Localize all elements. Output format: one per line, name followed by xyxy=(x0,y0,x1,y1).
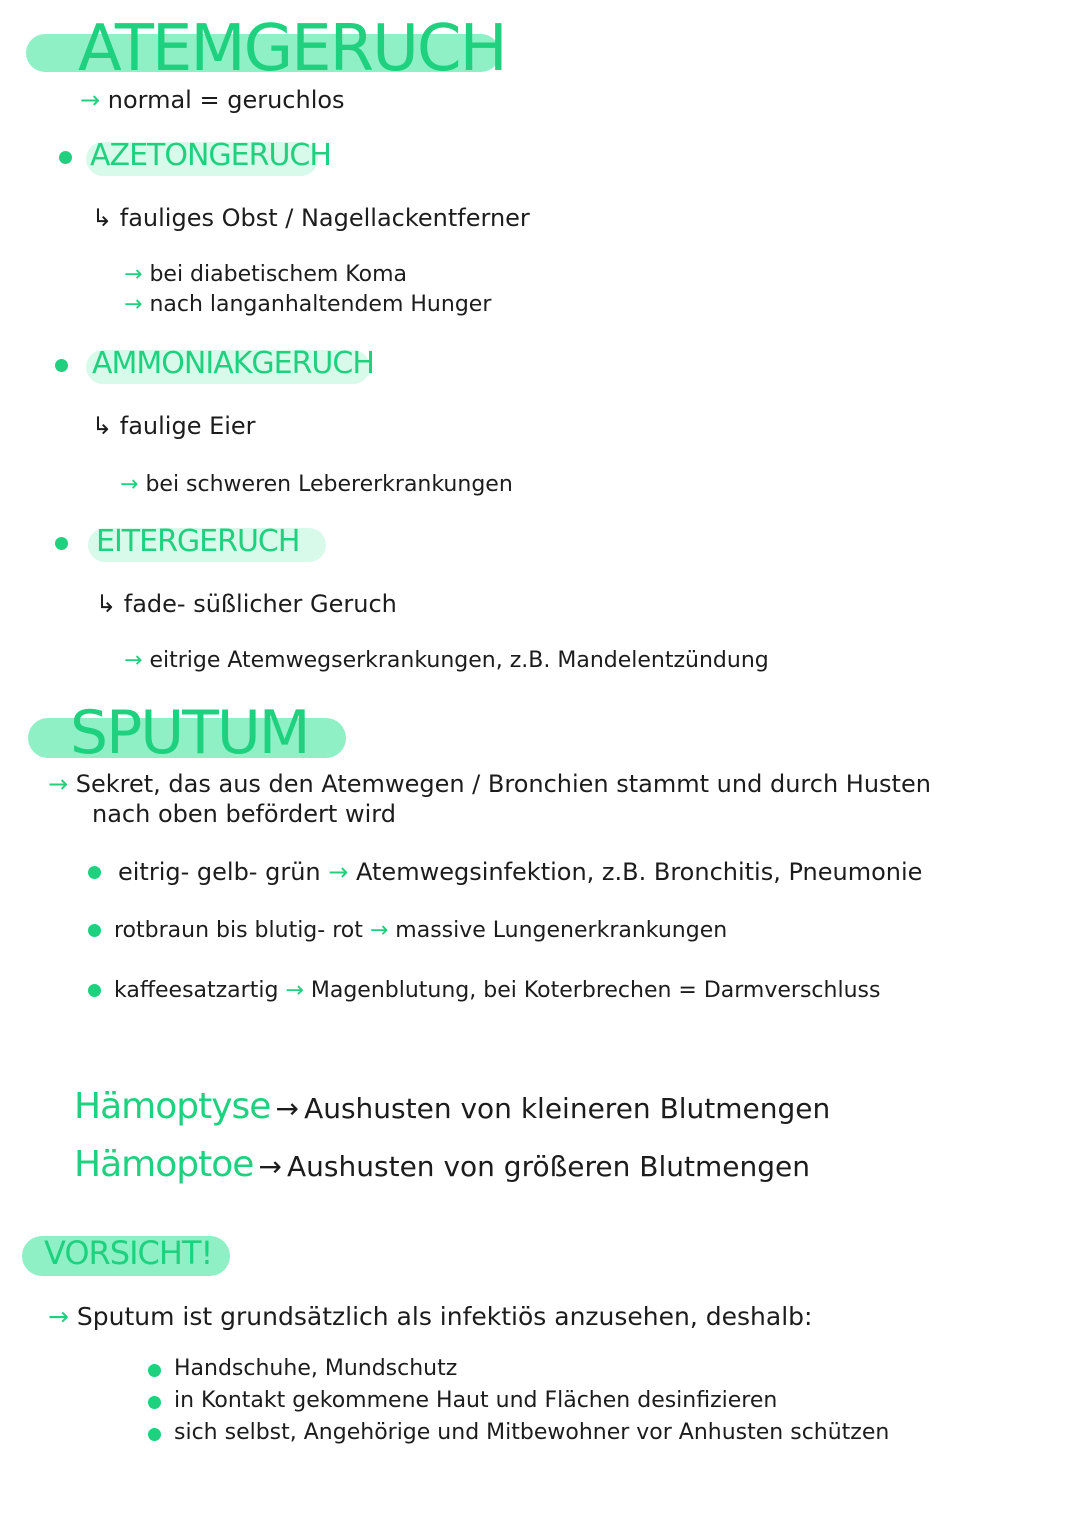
bullet-icon xyxy=(55,359,68,372)
bullet-icon xyxy=(148,1364,161,1377)
azeton-item xyxy=(124,262,407,287)
term-row xyxy=(74,1086,830,1127)
bullet-icon xyxy=(55,537,68,550)
bullet-icon xyxy=(148,1428,161,1441)
sputum-type-label: rotbraun bis blutig- rot xyxy=(114,918,363,943)
bullet-icon xyxy=(88,924,101,937)
bullet-icon xyxy=(59,151,72,164)
vorsicht-item: Handschuhe, Mundschutz xyxy=(174,1356,458,1381)
normal-line xyxy=(80,86,345,114)
arrow-icon: → xyxy=(369,918,389,943)
corner-arrow-icon: ↳ xyxy=(92,412,113,440)
eiter-item-text: eitrige Atemwegserkrankungen, z.B. Mandelentzündung xyxy=(149,648,769,673)
arrow-icon: → xyxy=(48,1302,69,1331)
azeton-heading: AZETONGERUCH xyxy=(90,138,331,173)
azeton-desc-text: fauliges Obst / Nagellackentferner xyxy=(119,204,530,232)
sputum-type-meaning: Magenblutung, bei Koterbrechen = Darmverschluss xyxy=(310,978,881,1003)
arrow-icon: → xyxy=(120,472,139,497)
eiter-desc xyxy=(96,590,397,618)
corner-arrow-icon: ↳ xyxy=(96,590,117,618)
normal-text: normal = geruchlos xyxy=(107,86,345,114)
azeton-item-text: bei diabetischem Koma xyxy=(149,262,408,287)
sputum-type-row xyxy=(114,918,727,943)
term-row xyxy=(74,1144,810,1185)
arrow-icon: → xyxy=(285,978,304,1003)
sputum-type-meaning: massive Lungenerkrankungen xyxy=(395,918,728,943)
sputum-type-meaning: Atemwegsinfektion, z.B. Bronchitis, Pneumonie xyxy=(356,858,923,886)
ammoniak-desc-text: faulige Eier xyxy=(119,412,256,440)
arrow-icon: → xyxy=(80,86,101,114)
ammoniak-item-text: bei schweren Lebererkrankungen xyxy=(145,472,513,497)
bullet-icon xyxy=(88,866,101,879)
term-label: Hämoptyse xyxy=(74,1086,271,1127)
sputum-type-label: kaffeesatzartig xyxy=(114,978,279,1003)
arrow-icon: → xyxy=(275,1092,299,1125)
arrow-icon: → xyxy=(258,1150,282,1183)
arrow-icon: → xyxy=(124,292,143,317)
arrow-icon: → xyxy=(124,648,143,673)
ammoniak-desc xyxy=(92,412,256,440)
term-meaning: Aushusten von größeren Blutmengen xyxy=(287,1150,810,1183)
ammoniak-item xyxy=(120,472,513,497)
eiter-desc-text: fade- süßlicher Geruch xyxy=(123,590,397,618)
sputum-type-row xyxy=(114,978,880,1003)
azeton-item xyxy=(124,292,491,317)
vorsicht-title: VORSICHT! xyxy=(44,1234,213,1272)
azeton-desc xyxy=(92,204,530,232)
sputum-definition-line1: Sekret, das aus den Atemwegen / Bronchien stammt und durch Husten xyxy=(75,770,931,798)
term-label: Hämoptoe xyxy=(74,1144,254,1185)
ammoniak-heading: AMMONIAKGERUCH xyxy=(92,346,374,381)
sputum-type-label: eitrig- gelb- grün xyxy=(118,858,321,886)
vorsicht-statement xyxy=(48,1302,812,1331)
eiter-item xyxy=(124,648,769,673)
atemgeruch-title: ATEMGERUCH xyxy=(78,12,506,86)
sputum-definition-line2: nach oben befördert wird xyxy=(92,800,396,828)
arrow-icon: → xyxy=(328,858,349,886)
term-meaning: Aushusten von kleineren Blutmengen xyxy=(304,1092,831,1125)
azeton-item-text: nach langanhaltendem Hunger xyxy=(149,292,492,317)
vorsicht-item: sich selbst, Angehörige und Mitbewohner vor Anhusten schützen xyxy=(174,1420,890,1445)
sputum-definition xyxy=(48,770,931,798)
sputum-type-row xyxy=(118,858,922,886)
vorsicht-item: in Kontakt gekommene Haut und Flächen desinfizieren xyxy=(174,1388,778,1413)
sputum-title: SPUTUM xyxy=(70,698,309,768)
arrow-icon: → xyxy=(124,262,143,287)
eiter-heading: EITERGERUCH xyxy=(96,524,300,559)
vorsicht-statement-text: Sputum ist grundsätzlich als infektiös anzusehen, deshalb: xyxy=(76,1302,813,1331)
arrow-icon: → xyxy=(48,770,69,798)
bullet-icon xyxy=(88,984,101,997)
corner-arrow-icon: ↳ xyxy=(92,204,113,232)
bullet-icon xyxy=(148,1396,161,1409)
